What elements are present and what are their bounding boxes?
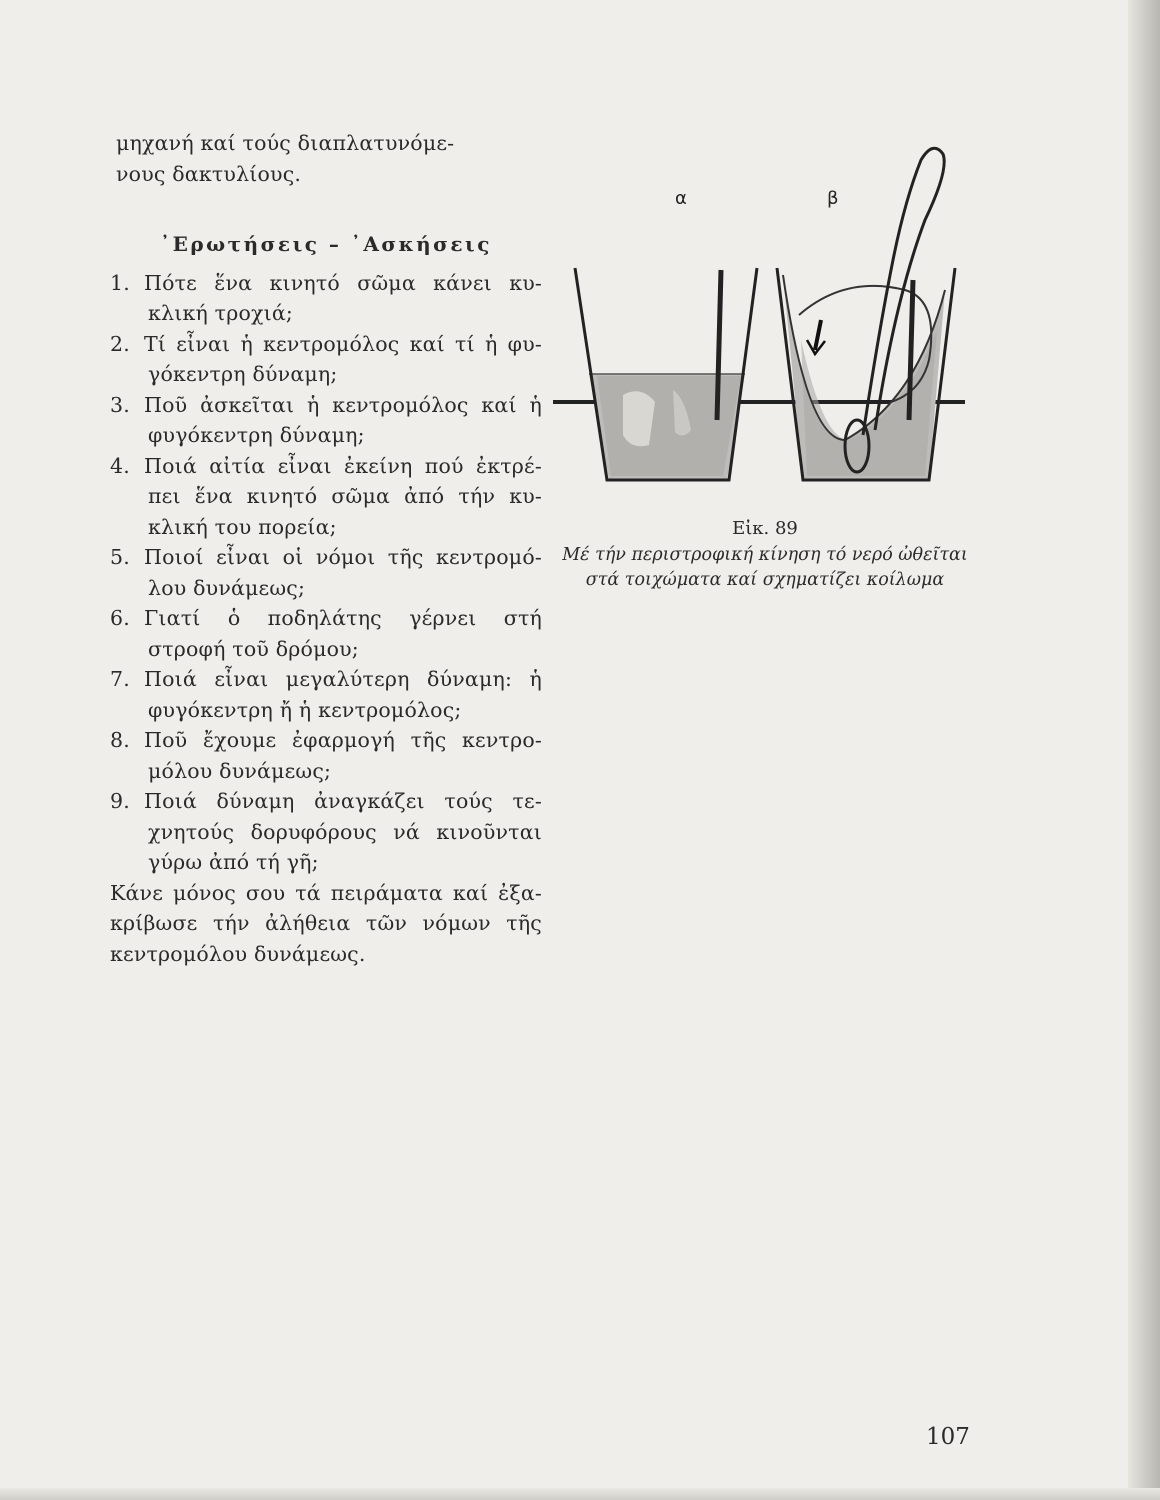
question-text-line: Ποιά αἰτία εἶναι ἐκείνη πού ἐκτρέ- bbox=[144, 453, 542, 478]
question-text-line: φυγόκεντρη δύναμη; bbox=[148, 423, 365, 447]
question-text-line: στροφή τοῦ δρόμου; bbox=[148, 636, 359, 661]
question-item bbox=[110, 786, 542, 878]
question-number: 1. bbox=[110, 270, 130, 295]
section-heading: ᾿Ερωτήσεις – ᾿Ασκήσεις bbox=[160, 232, 492, 256]
closing-line-3: κεντρομόλου δυνάμεως. bbox=[110, 941, 366, 966]
question-text-line: Ποιά εἶναι μεγαλύτερη δύναμη: ἡ bbox=[144, 667, 542, 691]
question-text-line: κλική του πορεία; bbox=[148, 514, 337, 539]
figure-89 bbox=[545, 140, 985, 500]
questions-list bbox=[110, 268, 542, 878]
closing-line-1: Κάνε μόνος σου τά πειράματα καί ἐξα- bbox=[110, 880, 542, 905]
page-bottom-shadow bbox=[0, 1488, 1160, 1500]
question-text-line: μόλου δυνάμεως; bbox=[148, 758, 332, 783]
question-item bbox=[110, 542, 542, 603]
question-item bbox=[110, 451, 542, 543]
glasses-illustration bbox=[545, 140, 985, 500]
question-number: 8. bbox=[110, 728, 130, 752]
page-edge-shadow bbox=[1128, 0, 1160, 1500]
figure-number: Εἰκ. 89 bbox=[732, 518, 798, 539]
question-text-line: Πότε ἕνα κινητό σῶμα κάνει κυ- bbox=[144, 270, 542, 295]
question-item bbox=[110, 725, 542, 786]
question-item bbox=[110, 664, 542, 725]
question-number: 9. bbox=[110, 789, 130, 813]
intro-paragraph bbox=[116, 128, 542, 189]
page-number: 107 bbox=[926, 1424, 970, 1450]
question-number: 3. bbox=[110, 392, 130, 417]
question-number: 7. bbox=[110, 667, 130, 691]
figure-caption bbox=[560, 516, 970, 593]
intro-line-2: νους δακτυλίους. bbox=[116, 161, 302, 186]
question-text-line: Ποῦ ἀσκεῖται ἡ κεντρομόλος καί ἡ bbox=[144, 392, 542, 417]
question-text-line: Ποιά δύναμη ἀναγκάζει τούς τε- bbox=[144, 789, 542, 813]
question-text-line: Ποῦ ἔχουμε ἐφαρμογή τῆς κεντρο- bbox=[144, 728, 542, 752]
question-text-line: λου δυνάμεως; bbox=[148, 575, 306, 600]
intro-line-1: μηχανή καί τούς διαπλατυνόμε- bbox=[116, 131, 455, 155]
question-text-line: κλική τροχιά; bbox=[148, 301, 293, 325]
question-text-line: φυγόκεντρη ἤ ἡ κεντρομόλος; bbox=[148, 697, 462, 722]
glass-a bbox=[575, 268, 757, 480]
question-number: 4. bbox=[110, 453, 130, 478]
question-text-line: χνητούς δορυφόρους νά κινοῦνται bbox=[148, 819, 542, 844]
question-item bbox=[110, 603, 542, 664]
left-column bbox=[110, 128, 542, 969]
question-number: 6. bbox=[110, 606, 130, 630]
figure-caption-text: Μέ τήν περιστροφική κίνηση τό νερό ὠθεῖται στά τοιχώματα καί σχηματίζει κοίλωμα bbox=[562, 545, 968, 590]
question-text-line: πει ἕνα κινητό σῶμα ἀπό τήν κυ- bbox=[148, 484, 542, 508]
question-number: 2. bbox=[110, 331, 130, 356]
closing-paragraph bbox=[110, 878, 542, 970]
question-item bbox=[110, 268, 542, 329]
question-text-line: Τί εἶναι ἡ κεντρομόλος καί τί ἡ φυ- bbox=[144, 331, 542, 356]
question-text-line: Γιατί ὁ ποδηλάτης γέρνει στή bbox=[144, 606, 542, 630]
question-text-line: γόκεντρη δύναμη; bbox=[148, 362, 338, 386]
question-item bbox=[110, 390, 542, 451]
figure-label-b: β bbox=[827, 188, 839, 209]
question-text-line: Ποιοί εἶναι οἱ νόμοι τῆς κεντρομό- bbox=[144, 545, 542, 569]
question-number: 5. bbox=[110, 545, 130, 569]
closing-line-2: κρίβωσε τήν ἀλήθεια τῶν νόμων τῆς bbox=[110, 911, 542, 935]
question-text-line: γύρω ἀπό τή γῆ; bbox=[148, 850, 319, 874]
question-item bbox=[110, 329, 542, 390]
figure-label-a: α bbox=[675, 188, 687, 209]
glass-b bbox=[777, 148, 955, 480]
